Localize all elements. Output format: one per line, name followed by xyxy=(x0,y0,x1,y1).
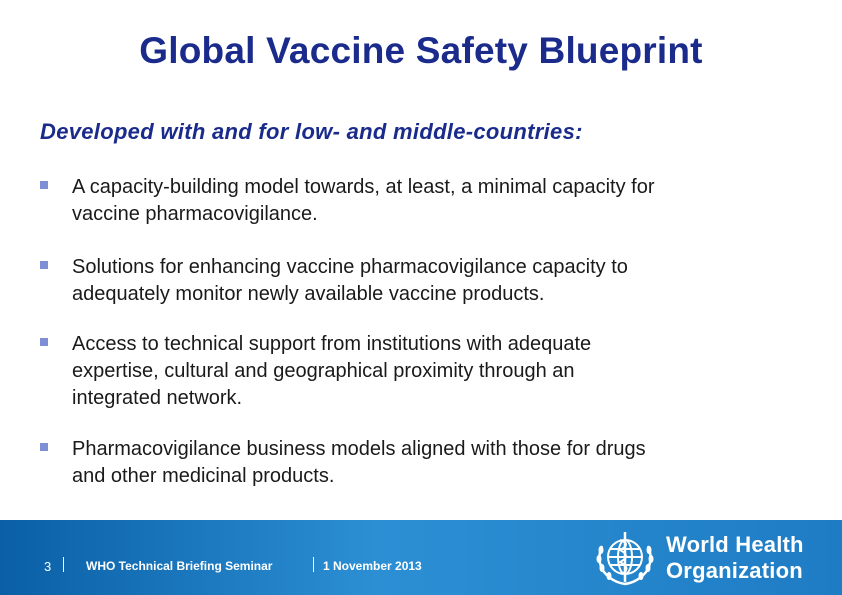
footer-seminar-label: WHO Technical Briefing Seminar xyxy=(86,559,273,573)
who-logo xyxy=(592,526,802,590)
page-number: 3 xyxy=(44,559,52,574)
square-bullet-icon xyxy=(40,338,48,346)
bullet-line: Access to technical support from institutions with adequate xyxy=(72,333,592,355)
bullet-line: integrated network. xyxy=(72,387,243,409)
bullet-line: adequately monitor newly available vaccine products. xyxy=(72,283,545,305)
bullet-line: vaccine pharmacovigilance. xyxy=(72,203,318,225)
bullet-line: A capacity-building model towards, at least, a minimal capacity for xyxy=(72,176,655,198)
bullet-line: expertise, cultural and geographical proximity through an xyxy=(72,360,575,382)
bullet-line: Pharmacovigilance business models aligned with those for drugs xyxy=(72,438,646,460)
square-bullet-icon xyxy=(40,261,48,269)
slide-subtitle: Developed with and for low- and middle-countries: xyxy=(40,119,583,144)
footer-separator xyxy=(63,557,64,572)
logo-line-2: Organization xyxy=(666,558,803,583)
bullet-line: Solutions for enhancing vaccine pharmacovigilance capacity to xyxy=(72,256,628,278)
footer-separator xyxy=(313,557,314,572)
square-bullet-icon xyxy=(40,181,48,189)
who-emblem-icon xyxy=(592,526,658,590)
footer-date: 1 November 2013 xyxy=(323,559,422,573)
logo-line-1: World Health xyxy=(666,532,804,557)
footer-bar xyxy=(0,520,842,595)
square-bullet-icon xyxy=(40,443,48,451)
slide-title: Global Vaccine Safety Blueprint xyxy=(139,30,703,71)
bullet-line: and other medicinal products. xyxy=(72,465,335,487)
